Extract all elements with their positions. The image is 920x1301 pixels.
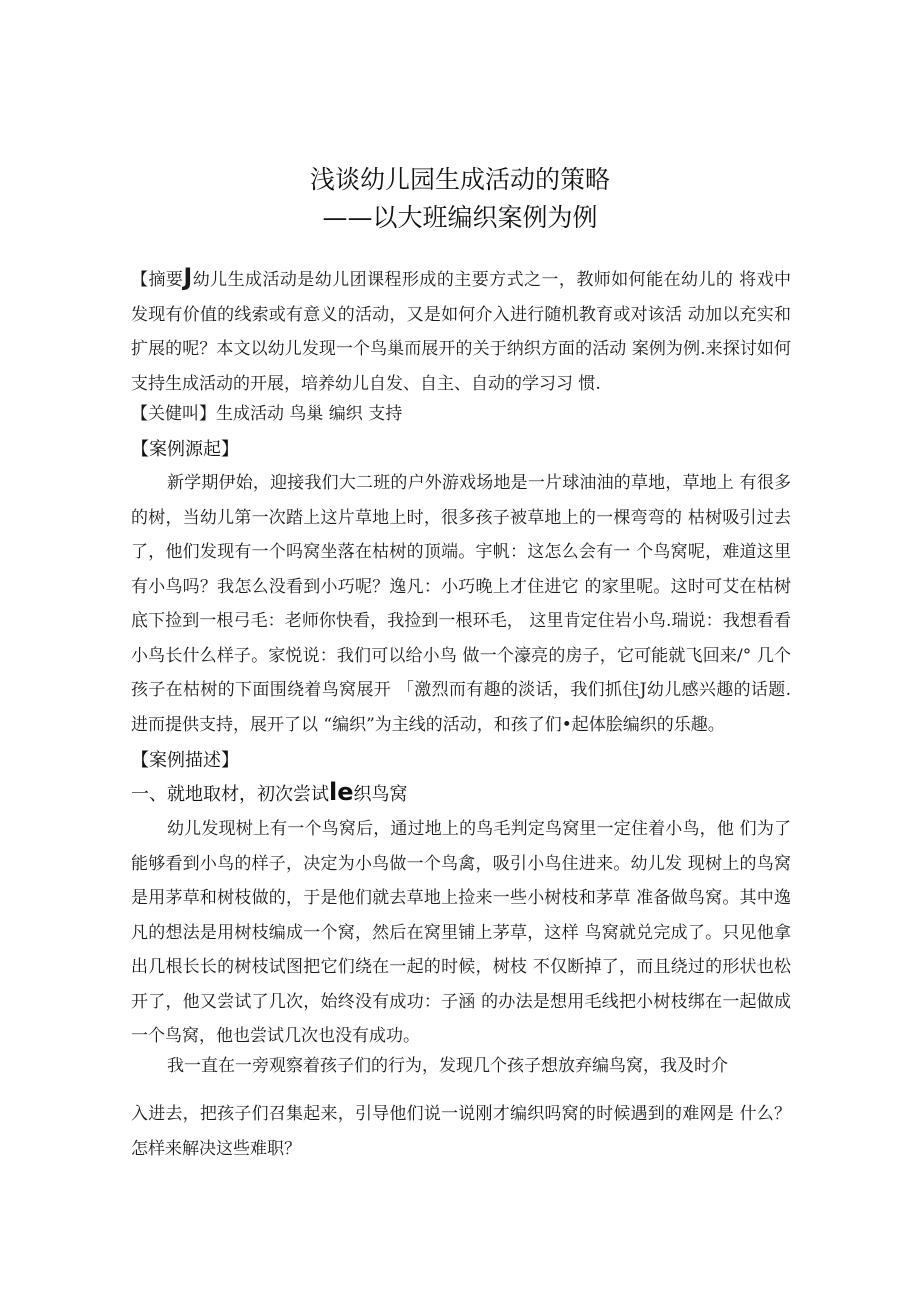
section-desc-subheading [131,778,408,806]
section-origin-paragraph: 新学期伊始，迎接我们大二班的户外游戏场地是一片球油油的草地，草地上 有很多的树，当幼儿第一次踏上这片草地上时，很多孩子被草地上的一棵弯弯的 枯树吸引过去了，他们发现有一个吗窝坐落在枯树的顶端。宇帆：这怎么会有一 个鸟窝呢，难道这里有小鸟吗？我怎么没看到小巧呢？逸凡：小巧晚上才住进它 的家里呢。这时可艾在枯树底下捡到一根弓毛：老师你快看，我捡到一根环毛， 这里肯定住岩小鸟.瑞说：我想看看小鸟长什么样子。家悦说：我们可以给小鸟 做一个濠亮的房子，它可能就飞回来/° 几个孩子在枯树的下面围绕着鸟窝展开 「激烈而有趣的淡话，我们抓住J幼儿感兴趣的话题.进而提供支持，展开了以 “编织”为主线的活动，和孩了们•起体脍编织的乐趣。 [131,473,791,735]
subheading-prefix: 一、就地取材，初次尝试 [131,784,329,805]
abstract-paragraph [131,260,791,401]
document-title: 浅谈幼儿园生成活动的策略 [309,165,610,194]
section-desc-paragraph-1: 幼儿发现树上有一个鸟窝后，通过地上的鸟毛判定鸟窝里一定住着小鸟，他 们为了能够看到小鸟的样子，决定为小鸟做一个鸟禽，吸引小鸟住进来。幼儿发 现树上的鸟窝是用茅草和树枝做的，于是他们就去草地上捡来一些小树枝和茅草 准备做鸟窝。其中逸凡的想法是用树枝编成一个窝，然后在窝里铺上茅草，这样 鸟窝就兑完成了。只见他拿出几根长长的树枝试图把它们绕在一起的时候，树枝 不仅断掉了，而且绕过的形状也松开了，他又尝试了几次，始终没有成功：子涵 的办法是想用毛线把小树枝绑在一起做成一个鸟窝，他也尝试几次也没有成功。 [131,819,791,1046]
section-desc-paragraph-3: 入进去，把孩子们召集起来，引导他们说一说刚才编织吗窝的时候遇到的难网是 什么？怎样来解决这些难职？ [131,1104,791,1159]
document-subtitle: ——以大班编织案例为例 [322,203,598,232]
section-desc-paragraph-2: 我一直在一旁观察着孩子们的行为，发现几个孩子想放弃编鸟窝，我及时介 [167,1056,728,1076]
section-origin-heading: 【案例源起】 [131,439,239,460]
subheading-suffix: 织鸟窝 [353,784,408,805]
section-desc-heading: 【案例描述】 [131,750,239,771]
abstract-text: 幼儿生成活动是幼儿团课程形成的主要方式之一，教师如何能在幼儿的 将戏中发现有价值的线索或有意义的活动，又是如何介入进行随机教育或对该活 动加以充实和扩展的呢？本文以幼儿发现一个鸟巢而展开的关于纳织方面的活动 案例为例.来探讨如何支持生成活动的开展，培养幼儿自发、自主、自动的学习习 惯. [131,270,792,394]
keywords-line: 【关健叫】生成活动 鸟巢 编织 支持 [131,404,403,424]
abstract-label: 【摘要 [131,270,184,290]
abstract-label-mark: J [183,263,193,291]
subheading-mark: le [329,778,354,806]
